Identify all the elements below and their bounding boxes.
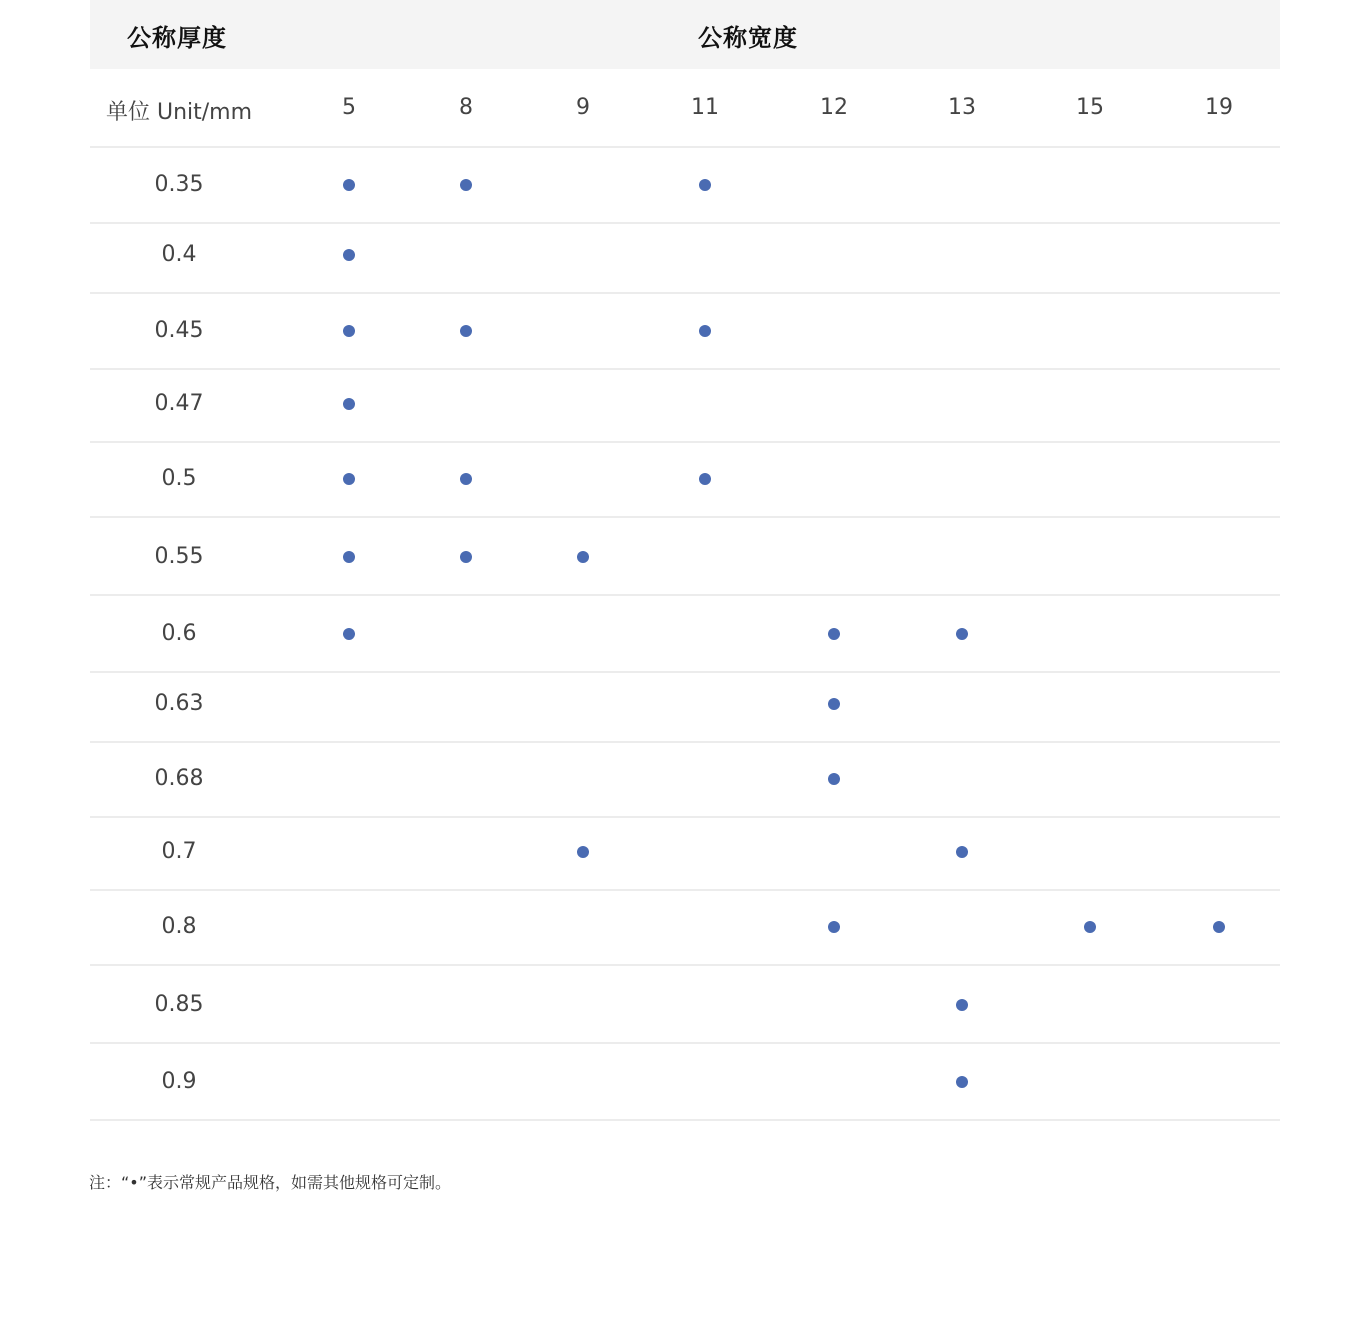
thickness-value: 0.63 xyxy=(154,691,204,716)
width-col-9: 9 xyxy=(576,95,590,120)
table-row xyxy=(90,597,1280,673)
availability-dot xyxy=(577,551,589,563)
thickness-value: 0.4 xyxy=(161,242,197,267)
availability-dot xyxy=(460,179,472,191)
width-col-15: 15 xyxy=(1076,95,1104,120)
width-col-19: 19 xyxy=(1205,95,1233,120)
table-row xyxy=(90,294,1280,370)
availability-dot xyxy=(1213,921,1225,933)
availability-dot xyxy=(343,628,355,640)
table-row xyxy=(90,1045,1280,1121)
availability-dot xyxy=(956,1076,968,1088)
availability-dot xyxy=(956,846,968,858)
table-row xyxy=(90,742,1280,818)
availability-dot xyxy=(343,179,355,191)
width-col-5: 5 xyxy=(342,95,356,120)
thickness-value: 0.5 xyxy=(161,466,197,491)
thickness-value: 0.6 xyxy=(161,621,197,646)
table-row xyxy=(90,367,1280,443)
table-row xyxy=(90,815,1280,891)
availability-dot xyxy=(699,325,711,337)
width-col-11: 11 xyxy=(691,95,719,120)
table-row xyxy=(90,520,1280,596)
availability-dot xyxy=(956,999,968,1011)
availability-dot xyxy=(343,325,355,337)
availability-dot xyxy=(460,551,472,563)
availability-dot xyxy=(343,398,355,410)
availability-dot xyxy=(460,473,472,485)
thickness-value: 0.45 xyxy=(154,318,204,343)
availability-dot xyxy=(460,325,472,337)
availability-dot xyxy=(343,551,355,563)
width-columns-row xyxy=(90,69,1280,148)
footnote: 注：“•”表示常规产品规格，如需其他规格可定制。 xyxy=(89,1173,452,1192)
table-row xyxy=(90,442,1280,518)
table-header xyxy=(90,0,1280,69)
thickness-value: 0.85 xyxy=(154,992,204,1017)
width-col-12: 12 xyxy=(820,95,848,120)
thickness-value: 0.8 xyxy=(161,914,197,939)
availability-dot xyxy=(1084,921,1096,933)
thickness-value: 0.7 xyxy=(161,839,197,864)
availability-dot xyxy=(699,179,711,191)
availability-dot xyxy=(828,698,840,710)
table-row xyxy=(90,148,1280,224)
availability-dot xyxy=(956,628,968,640)
availability-dot xyxy=(828,921,840,933)
availability-dot xyxy=(828,628,840,640)
table-row xyxy=(90,218,1280,294)
width-col-8: 8 xyxy=(459,95,473,120)
availability-dot xyxy=(828,773,840,785)
table-row xyxy=(90,667,1280,743)
thickness-value: 0.35 xyxy=(154,172,204,197)
thickness-value: 0.68 xyxy=(154,766,204,791)
unit-label: 单位 Unit/mm xyxy=(105,100,253,125)
width-col-13: 13 xyxy=(948,95,976,120)
availability-dot xyxy=(699,473,711,485)
thickness-header: 公称厚度 xyxy=(127,24,227,52)
availability-dot xyxy=(343,473,355,485)
width-header: 公称宽度 xyxy=(698,24,798,52)
thickness-value: 0.47 xyxy=(154,391,204,416)
availability-dot xyxy=(577,846,589,858)
thickness-value: 0.9 xyxy=(161,1069,197,1094)
table-row xyxy=(90,890,1280,966)
thickness-value: 0.55 xyxy=(154,544,204,569)
table-row xyxy=(90,968,1280,1044)
availability-dot xyxy=(343,249,355,261)
